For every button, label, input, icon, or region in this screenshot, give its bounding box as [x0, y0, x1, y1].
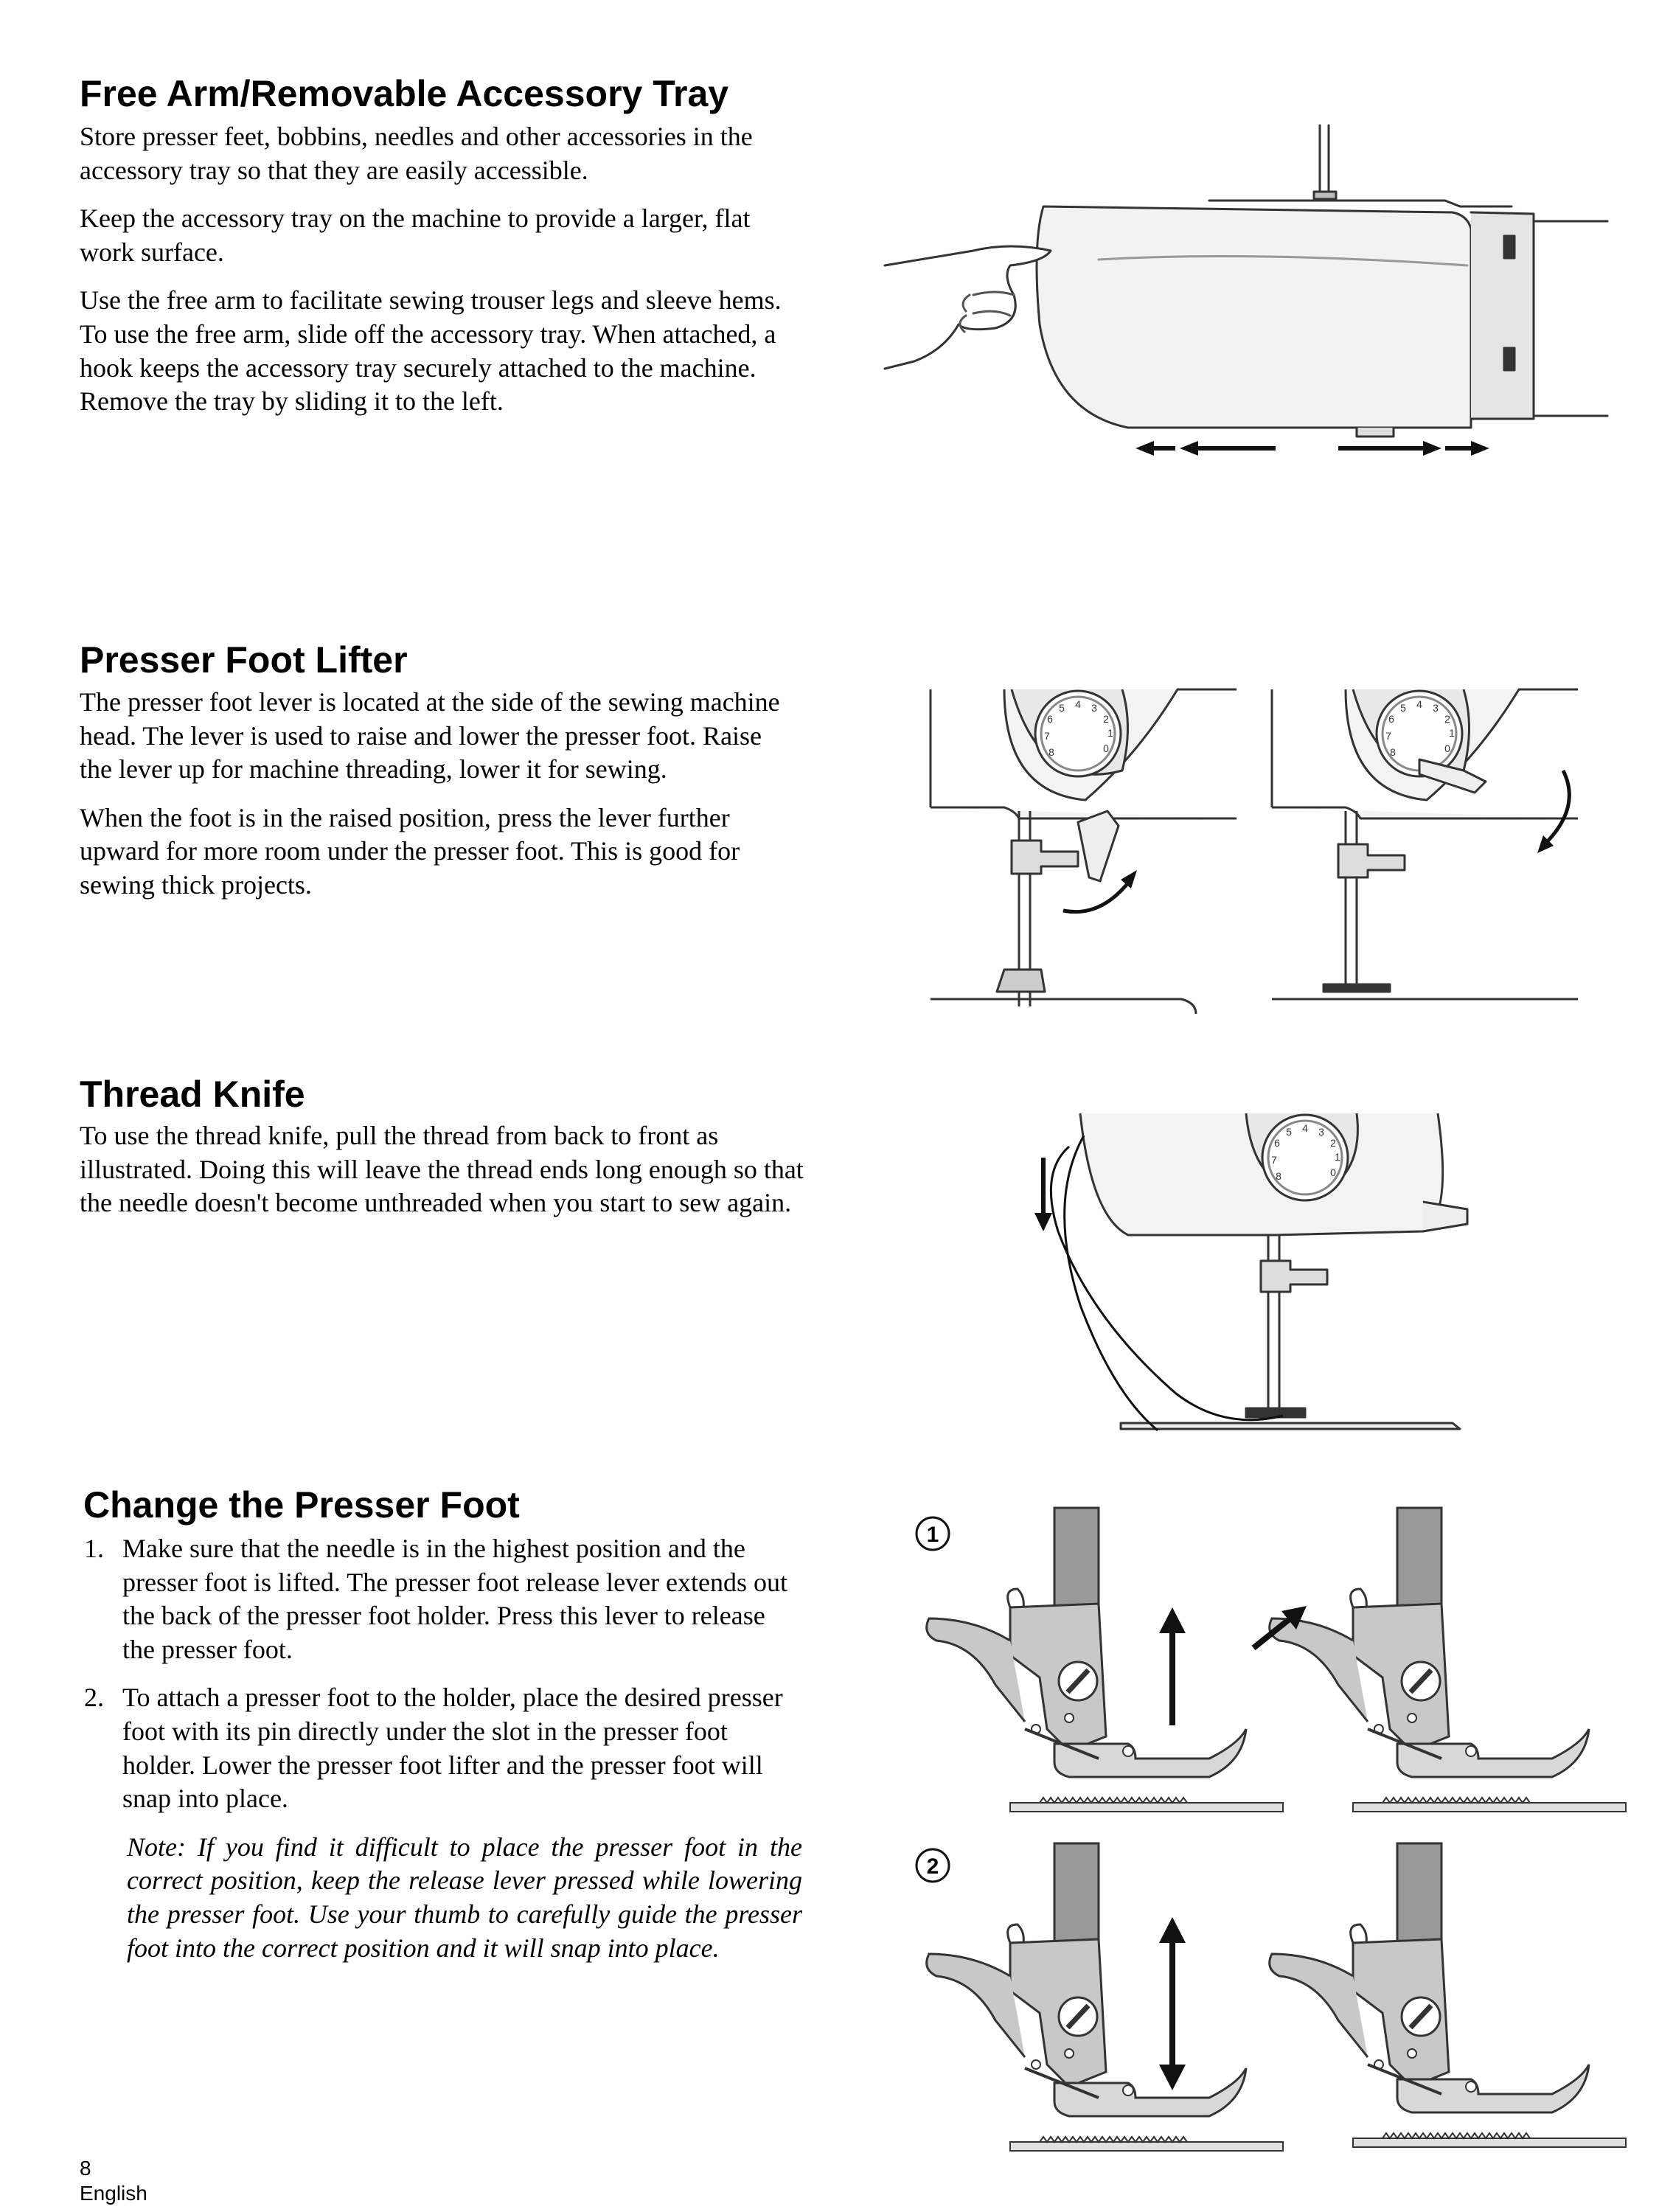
dial-number: 2: [1103, 713, 1109, 725]
dial-number: 5: [1400, 702, 1406, 714]
presser-foot-lifter-text: [80, 686, 795, 902]
thread-knife-illustration: [1010, 1113, 1467, 1430]
dial-number: 6: [1047, 713, 1053, 725]
needle-bar: [1346, 811, 1357, 984]
up-arrowhead: [1159, 1607, 1186, 1633]
paragraph: The presser foot lever is located at the side of the sewing machine head. The lever is used to raise and lower the presser foot. Raise the lever up for machine threading, lower it for sewing.: [80, 687, 780, 785]
tray-slot-top: [1504, 236, 1514, 258]
dial-number: 5: [1059, 702, 1065, 714]
heading-change-presser-foot: Change the Presser Foot: [83, 1484, 520, 1526]
needle-clamp: [1338, 844, 1405, 877]
dial-number: 8: [1048, 746, 1054, 758]
dial-number: 1: [1335, 1151, 1340, 1163]
dial-number: 0: [1103, 742, 1109, 754]
hand-outline: [885, 246, 1051, 369]
dial-number: 4: [1416, 698, 1422, 710]
dial-number: 7: [1385, 730, 1391, 742]
steps-list: [80, 1532, 802, 1816]
dial-number: 1: [1107, 727, 1113, 739]
thread-pull-arrowhead: [1034, 1213, 1052, 1231]
dial-number: 6: [1388, 713, 1394, 725]
accessory-tray-text: [80, 120, 810, 419]
machine-top: [1209, 201, 1512, 206]
change-foot-illustration: [900, 1497, 1644, 2160]
heading-accessory-tray: Free Arm/Removable Accessory Tray: [80, 73, 729, 114]
page-footer: [80, 2156, 147, 2206]
accessory-tray: [1037, 206, 1471, 428]
paragraph: Store presser feet, bobbins, needles and other accessories in the accessory tray so that they are easily accessible.: [80, 122, 753, 185]
step2-foot-left: [1010, 2068, 1283, 2151]
footer-language: English: [80, 2182, 147, 2205]
dial-number: 8: [1390, 746, 1396, 758]
raise-arrow: [1063, 881, 1130, 912]
lifter-lower-illustration: [1272, 689, 1578, 1014]
dial-number: 3: [1318, 1126, 1324, 1138]
step2-holder-left: [927, 1843, 1106, 2087]
step-text: Make sure that the needle is in the highest position and the presser foot is lifted. The presser foot release lever extends out the back of the presser foot holder. Press this lever to release the presser foot.: [122, 1534, 788, 1664]
tray-slot-bottom: [1504, 348, 1514, 370]
heading-presser-foot-lifter: Presser Foot Lifter: [80, 639, 408, 681]
raise-arrowhead: [1121, 870, 1137, 888]
lifter-lever: [1078, 811, 1119, 881]
dial-number: 4: [1075, 698, 1081, 710]
down-arrowhead: [1159, 2065, 1186, 2090]
slide-right-arrows: [1338, 441, 1489, 456]
machine-arm: [1423, 1202, 1467, 1231]
needle-plate: [931, 999, 1196, 1014]
needle-clamp: [1012, 841, 1078, 874]
dial-number: 5: [1286, 1126, 1292, 1138]
tray-tab: [1357, 428, 1394, 437]
step1-holder-left: [927, 1508, 1283, 1812]
presser-foot: [997, 970, 1045, 992]
step-badge-number: 1: [926, 1523, 939, 1547]
dial-number: 8: [1276, 1170, 1281, 1182]
dial-number: 0: [1444, 742, 1450, 754]
paragraph: Keep the accessory tray on the machine to provide a larger, flat work surface.: [80, 204, 751, 267]
dial-number: 3: [1433, 702, 1439, 714]
thread-knife-text: [80, 1119, 810, 1220]
up-arrowhead: [1159, 1917, 1186, 1943]
dial-number: 2: [1444, 713, 1450, 725]
step2-holder-right: [1270, 1843, 1626, 2147]
dial-number: 4: [1302, 1122, 1308, 1134]
needle-bar: [1314, 125, 1336, 199]
lifter-raise-illustration: [931, 689, 1237, 1014]
dial-number: 6: [1274, 1137, 1280, 1149]
paragraph: When the foot is in the raised position, press the lever further upward for more room under the presser foot. This is good for sewing thick projects.: [80, 802, 740, 900]
presser-foot: [1246, 1408, 1305, 1417]
dial-number: 7: [1271, 1154, 1277, 1166]
step-item: [80, 1681, 802, 1815]
step-text: To attach a presser foot to the holder, place the desired presser foot with its pin directly under the slot in the presser foot holder. Lower the presser foot lifter and the presser foot will snap into place.: [122, 1683, 783, 1814]
step-badge-number: 2: [926, 1854, 939, 1879]
step-number: 2.: [84, 1683, 104, 1713]
dial-number: 3: [1091, 702, 1097, 714]
dial-number: 7: [1044, 730, 1050, 742]
slide-left-arrows: [1135, 441, 1276, 456]
accessory-tray-illustration: [885, 118, 1607, 465]
presser-foot: [1324, 984, 1390, 992]
page-number: 8: [80, 2157, 91, 2180]
needle-clamp: [1261, 1261, 1327, 1292]
paragraph: To use the thread knife, pull the thread from back to front as illustrated. Doing this will leave the thread ends long enough so that the needle doesn't become unthreaded when you start to sew again.: [80, 1121, 804, 1218]
machine-body: [1534, 221, 1607, 416]
needle-plate: [1121, 1423, 1460, 1429]
free-arm: [1471, 212, 1534, 419]
paragraph: Use the free arm to facilitate sewing trouser legs and sleeve hems. To use the free arm, slide off the accessory tray. When attached, a hook keeps the accessory tray securely attached to the machine. Remove the tray by sliding it to the left.: [80, 285, 782, 417]
note: Note: If you find it difficult to place the presser foot in the correct position, keep the release lever pressed while lowering the presser foot. Use your thumb to carefully guide the presser foot into the correct position and it will snap into place.: [127, 1832, 802, 1963]
change-presser-foot-text: [80, 1532, 802, 1965]
dial-number: 1: [1449, 727, 1455, 739]
step1-holder-right: [1270, 1508, 1626, 1812]
dial-number: 0: [1330, 1166, 1336, 1178]
lower-arrow: [1545, 771, 1569, 844]
dial-number: 2: [1330, 1137, 1336, 1149]
step-item: [80, 1532, 802, 1666]
step-number: 1.: [84, 1534, 104, 1563]
heading-thread-knife: Thread Knife: [80, 1074, 305, 1115]
